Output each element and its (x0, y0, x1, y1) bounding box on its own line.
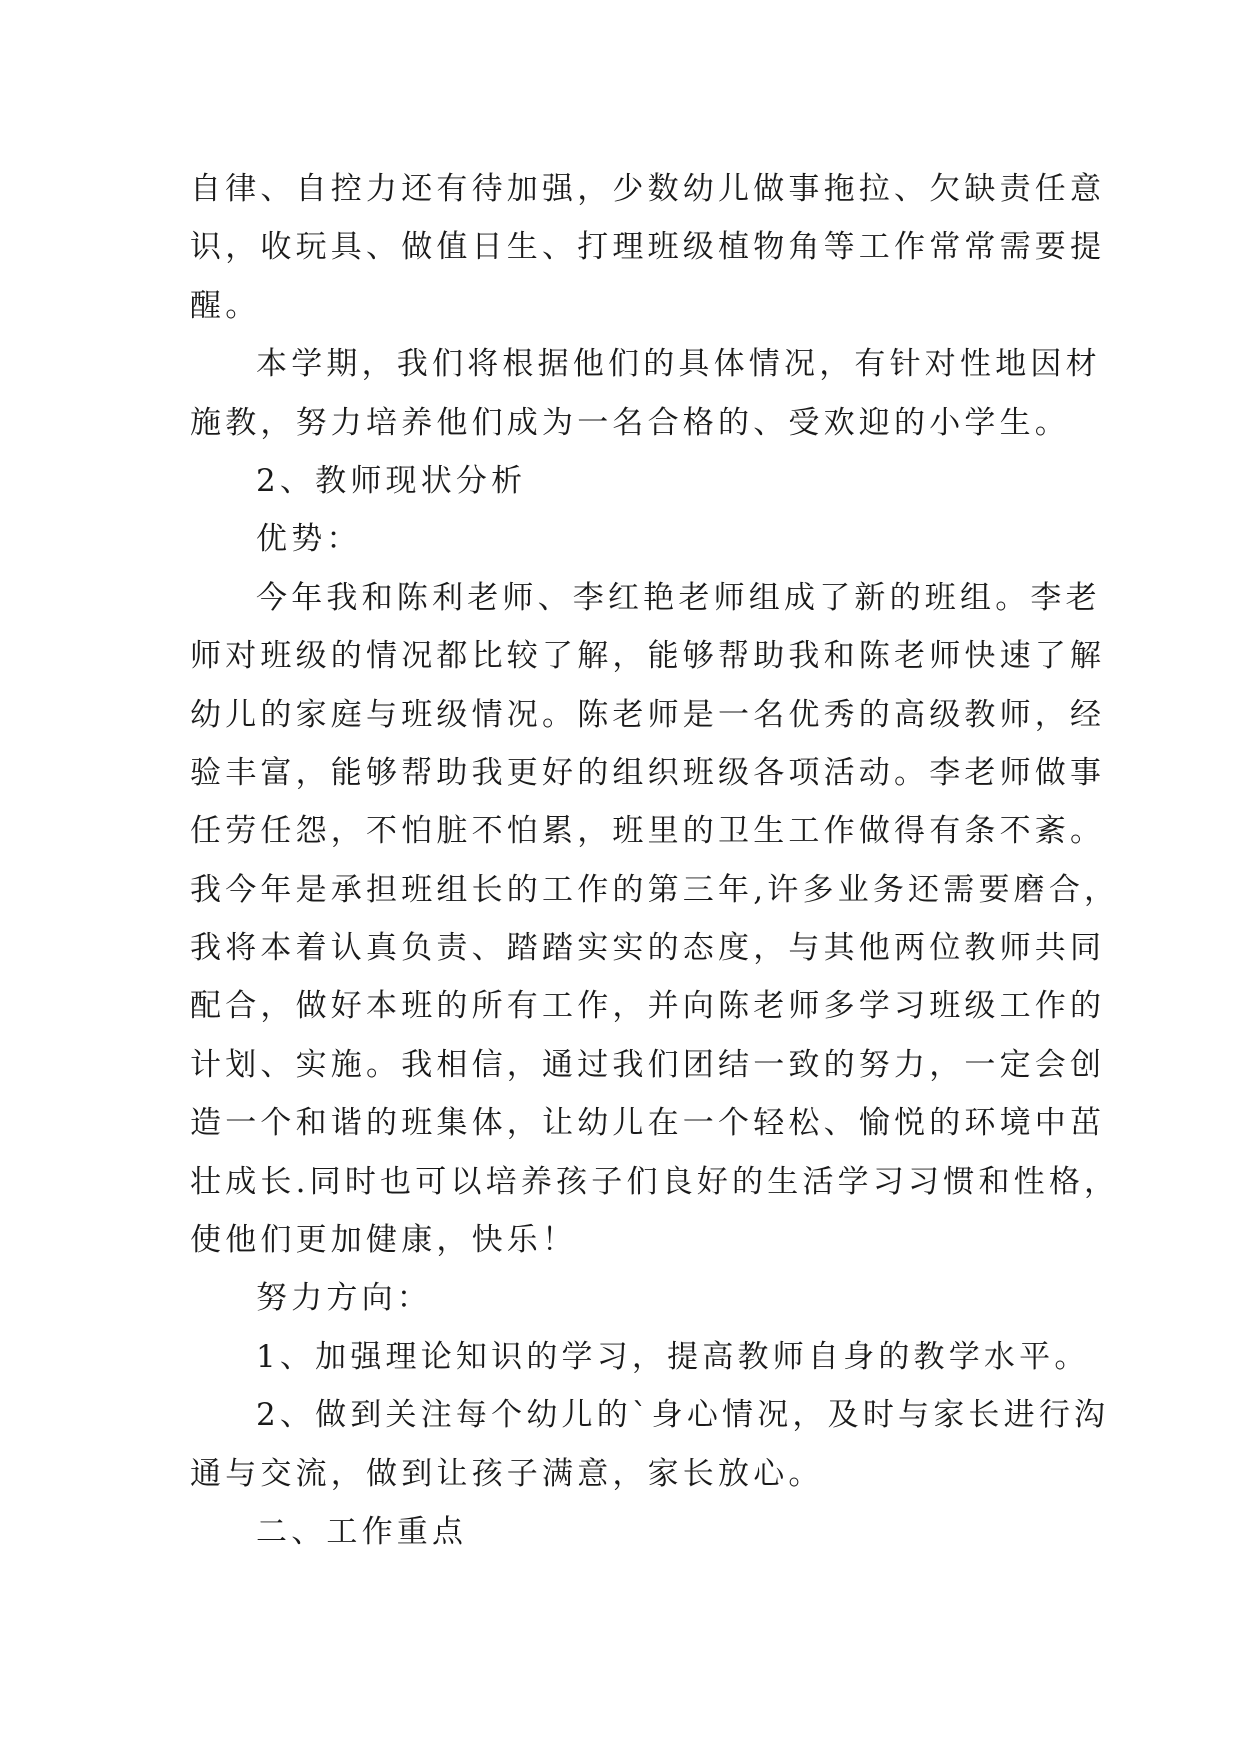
list-item: 1、加强理论知识的学习，提高教师自身的教学水平。 (256, 1338, 1090, 1375)
text-line: 我今年是承担班组长的工作的第三年,许多业务还需要磨合， (190, 871, 1120, 908)
document-body (190, 160, 1120, 1561)
section-heading: 二、工作重点 (256, 1513, 468, 1550)
text-line: 本学期，我们将根据他们的具体情况，有针对性地因材 (256, 346, 1101, 383)
subheading: 优势： (256, 521, 362, 558)
list-item: 2、做到关注每个幼儿的`身心情况，及时与家长进行沟 (256, 1397, 1110, 1434)
text-line: 计划、实施。我相信，通过我们团结一致的努力，一定会创 (190, 1046, 1106, 1083)
text-line: 任劳任怨，不怕脏不怕累，班里的卫生工作做得有条不紊。 (190, 813, 1106, 850)
text-line: 我将本着认真负责、踏踏实实的态度，与其他两位教师共同 (190, 930, 1106, 967)
text-line: 验丰富，能够帮助我更好的组织班级各项活动。李老师做事 (190, 754, 1106, 791)
text-line: 幼儿的家庭与班级情况。陈老师是一名优秀的高级教师，经 (190, 696, 1106, 733)
text-line: 师对班级的情况都比较了解，能够帮助我和陈老师快速了解 (190, 638, 1106, 675)
text-line: 今年我和陈利老师、李红艳老师组成了新的班组。李老 (256, 579, 1101, 616)
text-line: 造一个和谐的班集体，让幼儿在一个轻松、愉悦的环境中茁 (190, 1105, 1106, 1142)
text-line: 自律、自控力还有待加强，少数幼儿做事拖拉、欠缺责任意 (190, 171, 1106, 207)
text-line: 使他们更加健康，快乐！ (190, 1222, 578, 1259)
text-line: 识，收玩具、做值日生、打理班级植物角等工作常常需要提 (190, 229, 1106, 266)
text-line: 醒。 (190, 287, 261, 324)
text-line: 通与交流，做到让孩子满意，家长放心。 (190, 1455, 824, 1492)
text-line: 配合，做好本班的所有工作，并向陈老师多学习班级工作的 (190, 988, 1106, 1025)
text-line: 施教，努力培养他们成为一名合格的、受欢迎的小学生。 (190, 404, 1070, 441)
text-line: 壮成长.同时也可以培养孩子们良好的生活学习习惯和性格， (190, 1163, 1120, 1200)
subheading: 努力方向： (256, 1280, 432, 1317)
section-heading: 2、教师现状分析 (256, 462, 527, 499)
